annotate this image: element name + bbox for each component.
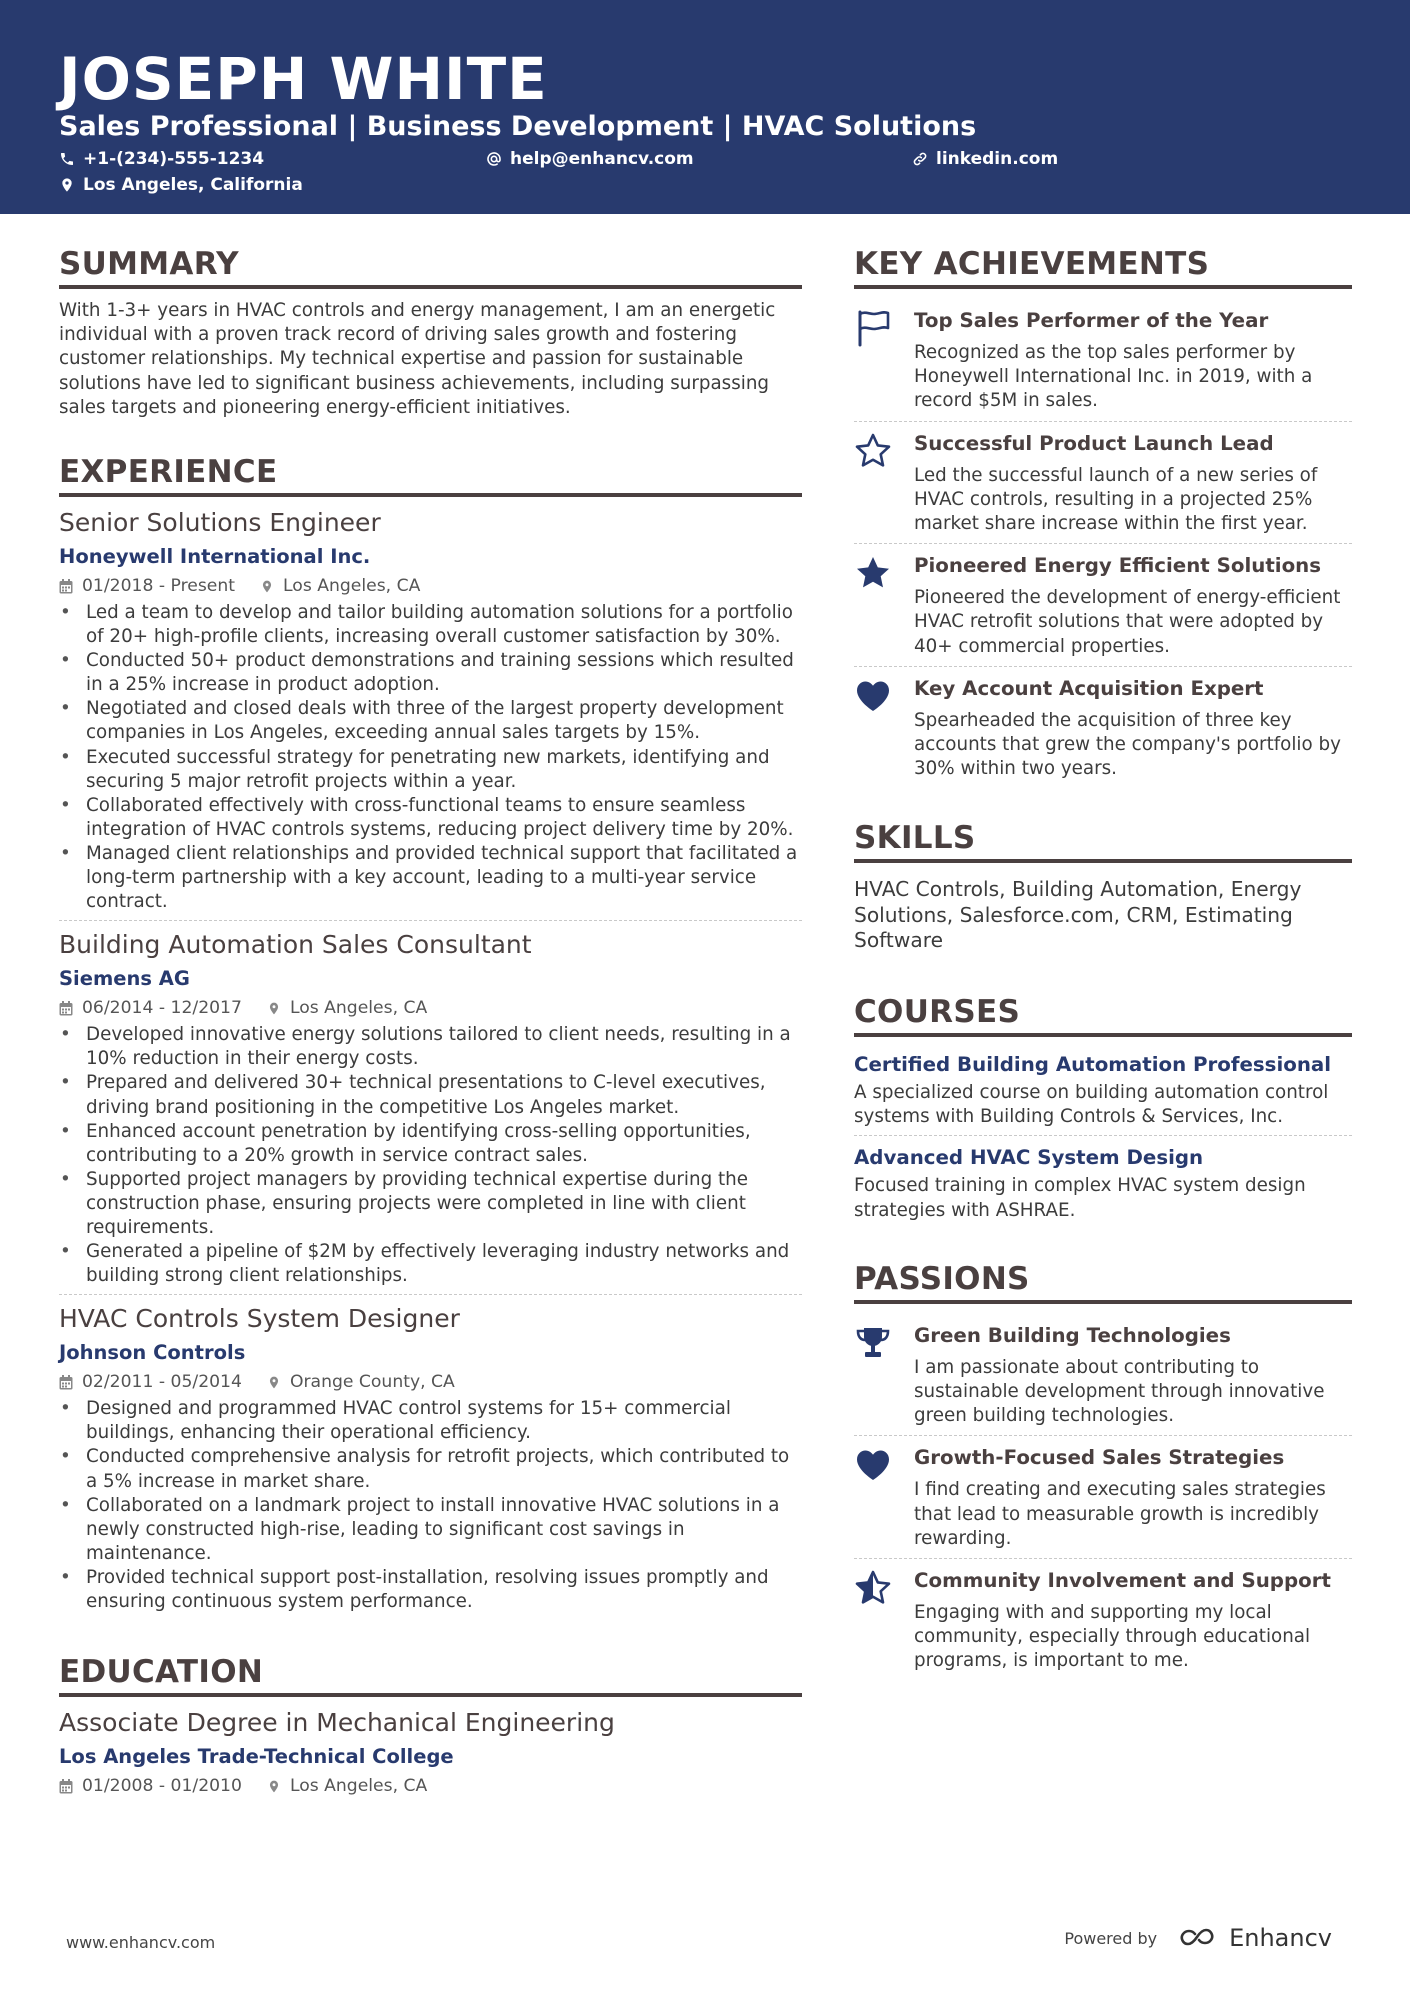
star-outline-icon [854,430,914,537]
passions-description: I find creating and executing sales strategies that lead to measurable growth is incredibly rewarding. [914,1479,1326,1549]
job-location: Los Angeles, CA [283,576,421,597]
job-title: Senior Solutions Engineer [59,508,381,538]
achievements-description: Pioneered the development of energy-efficient HVAC retrofit solutions that were adopted by 40+ commercial properties. [914,587,1341,657]
achievements-title: Successful Product Launch Lead [914,431,1274,455]
phone-icon [59,151,75,167]
job-dates: 06/2014 - 12/2017 [82,998,242,1019]
school-name: Los Angeles Trade-Technical College [59,1745,454,1769]
at-icon [486,151,502,167]
calendar-icon [59,579,73,594]
job-meta [59,997,802,1019]
achievements-item [854,421,1352,544]
calendar-icon [59,1001,73,1016]
education-location-wrap [267,1775,427,1797]
location-pin-icon [267,1779,281,1794]
job-bullets [59,601,802,914]
passions-list [854,1314,1352,1681]
star-filled-icon [854,552,914,659]
achievements-title: Pioneered Energy Efficient Solutions [914,554,1322,578]
courses-list [854,1047,1352,1229]
job-location-wrap [267,997,427,1019]
calendar-icon [59,1779,73,1794]
left-column [59,244,802,1807]
calendar-icon [59,1375,73,1390]
job-bullet: • Supported project managers by providing technical expertise during the construction phase, ensuring projects were completed in line with client requirements. [59,1168,802,1240]
summary-heading: SUMMARY [59,244,802,289]
course-title: Advanced HVAC System Design [854,1146,1204,1170]
job-bullet: • Negotiated and closed deals with three of the largest property development companies in Los Angeles, exceeding annual sales targets by 15%. [59,697,802,745]
company-name: Siemens AG [59,967,190,991]
passions-item [854,1558,1352,1681]
job-bullet: • Managed client relationships and provided technical support that facilitated a long-term partnership with a key account, leading to a multi-year service contract. [59,842,802,914]
right-column [854,244,1352,1681]
footer-website[interactable]: www.enhancv.com [66,1933,216,1952]
education-meta [59,1775,802,1797]
experience-entry [59,920,802,1294]
achievements-title: Key Account Acquisition Expert [914,676,1264,700]
passions-title: Community Involvement and Support [914,1568,1331,1592]
star-half-icon [854,1567,914,1674]
flag-icon [854,307,914,414]
achievements-item [854,666,1352,789]
contact-website[interactable] [912,148,1058,170]
website-text: linkedin.com [936,149,1059,169]
heart-icon [854,675,914,782]
job-bullet: • Provided technical support post-installation, resolving issues promptly and ensuring continuous system performance. [59,1566,802,1614]
job-meta [59,1371,802,1393]
education-entry [59,1707,802,1807]
achievements-description: Led the successful launch of a new series of HVAC controls, resulting in a projected 25% market share increase within the first year. [914,464,1318,535]
job-bullet: • Conducted comprehensive analysis for retrofit projects, which contributed to a 5% increase in market share. [59,1445,802,1493]
powered-by-text: Powered by [1064,1928,1158,1948]
achievements-title: Top Sales Performer of the Year [914,309,1269,332]
resume-header [0,0,1410,214]
experience-entry [59,507,802,920]
job-title: Building Automation Sales Consultant [59,930,532,960]
passions-title: Growth-Focused Sales Strategies [914,1446,1285,1470]
job-bullet: • Collaborated on a landmark project to install innovative HVAC solutions in a newly constructed high-rise, leading to significant cost savings in maintenance. [59,1494,802,1566]
job-dates: 01/2018 - Present [82,576,236,597]
trophy-icon [854,1322,914,1429]
enhancv-logo[interactable] [1175,1924,1332,1952]
heart-icon [854,1444,914,1551]
phone-text: +1-(234)-555-1234 [83,149,265,169]
location-pin-icon [59,177,75,193]
achievements-list [854,299,1352,788]
job-bullets [59,1023,802,1288]
job-location: Los Angeles, CA [289,998,428,1019]
achievements-description: Spearheaded the acquisition of three key accounts that grew the company's portfolio by 30% within two years. [914,709,1341,780]
course-item [854,1047,1352,1135]
brand-text: Enhancv [1229,1924,1332,1952]
achievements-description: Recognized as the top sales performer by Honeywell International Inc. in 2019, with a record $5M in sales. [914,342,1313,412]
company-name: Honeywell International Inc. [59,545,371,569]
degree-title: Associate Degree in Mechanical Engineering [59,1708,615,1738]
job-location-wrap [260,575,420,597]
passions-item [854,1314,1352,1436]
job-bullet: • Prepared and delivered 30+ technical presentations to C-level executives, driving brand positioning in the competitive Los Angeles market. [59,1071,802,1119]
job-bullet: • Led a team to develop and tailor building automation solutions for a portfolio of 20+ high-profile clients, increasing overall customer satisfaction by 30%. [59,601,802,649]
experience-heading: EXPERIENCE [59,452,802,497]
location-text: Los Angeles, California [83,175,303,195]
skills-heading: SKILLS [854,818,1352,863]
passions-description: Engaging with and supporting my local community, especially through educational programs, is important to me. [914,1601,1311,1672]
job-location: Orange County, CA [289,1372,455,1393]
passions-heading: PASSIONS [854,1259,1352,1304]
job-title: HVAC Controls System Designer [59,1304,460,1334]
experience-list [59,507,802,1620]
course-description: Focused training in complex HVAC system design strategies with ASHRAE. [854,1175,1306,1221]
achievements-item [854,543,1352,666]
location-pin-icon [260,579,274,594]
contact-email[interactable] [486,148,694,170]
candidate-name: JOSEPH WHITE [59,45,548,113]
courses-heading: COURSES [854,992,1352,1037]
job-location-wrap [267,1371,455,1393]
link-icon [912,151,928,167]
summary-text: With 1-3+ years in HVAC controls and energy management, I am an energetic individual with a proven track record of driving sales growth and fostering customer relationships. My technical expertise and passion for sustainable solutions have led to significant business achievements, including surpassing sales targets and pioneering energy-efficient initiatives. [59,300,776,418]
company-name: Johnson Controls [59,1341,246,1365]
location-pin-icon [267,1375,281,1390]
job-dates: 02/2011 - 05/2014 [82,1372,242,1393]
passions-description: I am passionate about contributing to sustainable development through innovative green building technologies. [914,1356,1325,1427]
job-bullet: • Conducted 50+ product demonstrations and training sessions which resulted in a 25% increase in product adoption. [59,649,802,697]
experience-entry [59,1294,802,1620]
job-bullets [59,1397,802,1614]
contact-location [59,174,303,196]
email-text: help@enhancv.com [510,149,694,169]
job-bullet: • Executed successful strategy for penetrating new markets, identifying and securing 5 major retrofit projects within a year. [59,746,802,794]
contact-phone[interactable] [59,148,264,170]
job-bullet: • Designed and programmed HVAC control systems for 15+ commercial buildings, enhancing their operational efficiency. [59,1397,802,1445]
education-location: Los Angeles, CA [289,1776,428,1797]
job-bullet: • Enhanced account penetration by identifying cross-selling opportunities, contributing to a 20% growth in service contract sales. [59,1120,802,1168]
course-title: Certified Building Automation Professional [854,1052,1332,1076]
footer-branding [1064,1924,1332,1952]
passions-item [854,1435,1352,1558]
enhancv-logo-icon [1175,1926,1221,1950]
achievements-item [854,299,1352,421]
job-bullet: • Generated a pipeline of $2M by effectively leveraging industry networks and building strong client relationships. [59,1240,802,1288]
skills-text: HVAC Controls, Building Automation, Energy Solutions, Salesforce.com, CRM, Estimating Software [854,877,1302,953]
course-description: A specialized course on building automation control systems with Building Controls & Services, Inc. [854,1081,1329,1128]
location-pin-icon [267,1001,281,1016]
education-dates: 01/2008 - 01/2010 [82,1776,242,1797]
course-item [854,1135,1352,1228]
job-bullet: • Collaborated effectively with cross-functional teams to ensure seamless integration of HVAC controls systems, reducing project delivery time by 20%. [59,794,802,842]
job-meta [59,575,802,597]
achievements-heading: KEY ACHIEVEMENTS [854,244,1352,289]
education-heading: EDUCATION [59,1652,802,1697]
candidate-tagline: Sales Professional | Business Development | HVAC Solutions [59,111,977,142]
passions-title: Green Building Technologies [914,1323,1231,1347]
job-bullet: • Developed innovative energy solutions tailored to client needs, resulting in a 10% reduction in their energy costs. [59,1023,802,1071]
